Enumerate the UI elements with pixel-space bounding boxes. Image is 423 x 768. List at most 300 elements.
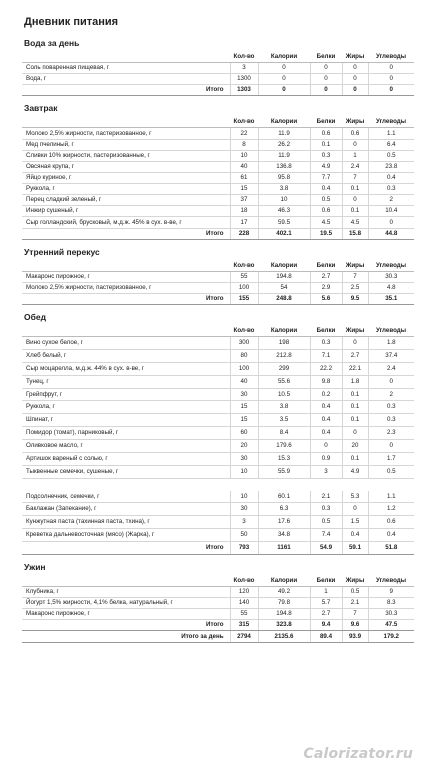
food-name: Руккола, г [22, 184, 230, 195]
food-name: Мед пчелиный, г [22, 139, 230, 150]
table-row [22, 161, 414, 172]
value-cell: 136.8 [258, 161, 310, 172]
value-cell: 4.9 [310, 161, 342, 172]
total-value: 0 [258, 85, 310, 96]
value-cell: 0.5 [310, 516, 342, 529]
total-value: 9.5 [342, 293, 368, 304]
value-cell: 37 [230, 195, 258, 206]
total-value: 9.6 [342, 620, 368, 631]
value-cell: 7.1 [310, 349, 342, 362]
total-value: 59.1 [342, 542, 368, 555]
value-cell: 0 [342, 63, 368, 74]
value-cell: 0.3 [368, 401, 414, 414]
value-cell: 30 [230, 503, 258, 516]
table-row [22, 195, 414, 206]
food-name: Артишок вареный с солью, г [22, 452, 230, 465]
value-cell: 194.8 [258, 271, 310, 282]
value-cell: 0 [258, 63, 310, 74]
value-cell: 0.4 [368, 529, 414, 542]
table-row [22, 586, 414, 597]
table-header-row [22, 51, 414, 63]
food-name: Клубника, г [22, 586, 230, 597]
value-cell: 1.5 [342, 516, 368, 529]
table-row [22, 440, 414, 453]
value-cell: 0 [342, 195, 368, 206]
table-row [22, 282, 414, 293]
value-cell: 4.8 [368, 282, 414, 293]
value-cell: 10.5 [258, 388, 310, 401]
total-value: 228 [230, 228, 258, 239]
value-cell: 0.4 [368, 172, 414, 183]
value-cell: 30.3 [368, 609, 414, 620]
value-cell: 2.1 [342, 598, 368, 609]
total-value: 19.5 [310, 228, 342, 239]
value-cell: 0.5 [310, 195, 342, 206]
total-value: 89.4 [310, 631, 342, 642]
value-cell: 299 [258, 362, 310, 375]
value-cell: 140 [230, 598, 258, 609]
total-row [22, 620, 414, 631]
total-value: 47.5 [368, 620, 414, 631]
value-cell: 15 [230, 401, 258, 414]
value-cell: 1 [310, 586, 342, 597]
value-cell: 0.6 [368, 516, 414, 529]
value-cell: 0.5 [368, 150, 414, 161]
table-row [22, 388, 414, 401]
food-name: Баклажан (Запекание), г [22, 503, 230, 516]
table-row [22, 128, 414, 139]
value-cell: 49.2 [258, 586, 310, 597]
total-label: Итого [22, 542, 230, 555]
value-cell: 10 [230, 465, 258, 478]
value-cell: 9 [368, 586, 414, 597]
column-header: Калории [258, 325, 310, 337]
value-cell: 15 [230, 184, 258, 195]
header-cell [22, 325, 230, 337]
value-cell: 1.1 [368, 491, 414, 503]
total-value: 44.8 [368, 228, 414, 239]
table-row [22, 150, 414, 161]
value-cell: 212.8 [258, 349, 310, 362]
value-cell: 0.1 [342, 414, 368, 427]
value-cell: 20 [342, 440, 368, 453]
table-row [22, 609, 414, 620]
value-cell: 0 [310, 74, 342, 85]
value-cell: 3 [310, 465, 342, 478]
watermark-logo: Calorizator.ru [303, 746, 413, 762]
table-row [22, 401, 414, 414]
food-name: Креветка дальневосточная (мясо) (Жарка), г [22, 529, 230, 542]
total-value: 35.1 [368, 293, 414, 304]
food-name: Сыр голландский, брусковый, м.д.ж. 45% в сух. в-ве, г [22, 217, 230, 228]
table-row [22, 74, 414, 85]
table-row [22, 271, 414, 282]
total-value: 51.8 [368, 542, 414, 555]
total-value: 793 [230, 542, 258, 555]
value-cell: 80 [230, 349, 258, 362]
nutrition-table [22, 325, 414, 555]
value-cell: 9.8 [310, 375, 342, 388]
value-cell: 0.6 [342, 128, 368, 139]
column-header: Белки [310, 51, 342, 63]
total-label: Итого [22, 293, 230, 304]
total-value: 402.1 [258, 228, 310, 239]
header-cell [22, 260, 230, 272]
column-header: Кол-во [230, 116, 258, 128]
table-row [22, 206, 414, 217]
food-name: Подсолнечник, семечки, г [22, 491, 230, 503]
value-cell: 22.1 [342, 362, 368, 375]
value-cell: 1.2 [368, 503, 414, 516]
food-name: Макаронс пирожное, г [22, 609, 230, 620]
value-cell: 3 [230, 516, 258, 529]
total-value: 323.8 [258, 620, 310, 631]
value-cell: 15.3 [258, 452, 310, 465]
table-row [22, 63, 414, 74]
value-cell: 22 [230, 128, 258, 139]
value-cell: 0.5 [368, 465, 414, 478]
value-cell: 5.3 [342, 491, 368, 503]
section-lunch [22, 312, 406, 555]
food-name: Молоко 2,5% жирности, пастеризованное, г [22, 128, 230, 139]
value-cell: 10 [230, 491, 258, 503]
value-cell: 26.2 [258, 139, 310, 150]
value-cell: 40 [230, 375, 258, 388]
table-header-row [22, 116, 414, 128]
section-water [22, 38, 406, 96]
value-cell: 3.8 [258, 401, 310, 414]
value-cell: 17 [230, 217, 258, 228]
table-row [22, 452, 414, 465]
total-value: 248.8 [258, 293, 310, 304]
value-cell: 4.9 [342, 465, 368, 478]
value-cell: 1 [342, 150, 368, 161]
value-cell: 40 [230, 161, 258, 172]
table-row [22, 139, 414, 150]
section-snack [22, 246, 406, 305]
table-row [22, 375, 414, 388]
table-row [22, 465, 414, 478]
total-value: 15.8 [342, 228, 368, 239]
value-cell: 0 [368, 63, 414, 74]
value-cell: 2.7 [342, 349, 368, 362]
table-header-row [22, 575, 414, 587]
value-cell: 7 [342, 271, 368, 282]
table-row [22, 529, 414, 542]
value-cell: 8.4 [258, 427, 310, 440]
table-row [22, 598, 414, 609]
section-dinner [22, 561, 406, 643]
value-cell: 0 [342, 427, 368, 440]
total-value: 315 [230, 620, 258, 631]
value-cell: 198 [258, 337, 310, 350]
value-cell: 0 [310, 440, 342, 453]
value-cell: 10 [258, 195, 310, 206]
column-header: Калории [258, 260, 310, 272]
table-row [22, 217, 414, 228]
value-cell: 2.5 [342, 282, 368, 293]
value-cell: 0.2 [310, 388, 342, 401]
food-name: Кунжутная паста (тахинная паста, тхина), г [22, 516, 230, 529]
value-cell: 30.3 [368, 271, 414, 282]
column-header: Калории [258, 575, 310, 587]
value-cell: 5.7 [310, 598, 342, 609]
section-title: Ужин [24, 561, 46, 572]
table-row [22, 427, 414, 440]
value-cell: 194.8 [258, 609, 310, 620]
value-cell: 30 [230, 388, 258, 401]
value-cell: 1.8 [368, 337, 414, 350]
total-row [22, 293, 414, 304]
value-cell: 3 [230, 63, 258, 74]
total-value: 93.9 [342, 631, 368, 642]
value-cell: 0.1 [342, 388, 368, 401]
column-header: Углеводы [368, 51, 414, 63]
value-cell: 46.3 [258, 206, 310, 217]
value-cell: 0.4 [310, 427, 342, 440]
nutrition-table [22, 116, 414, 239]
table-row [22, 172, 414, 183]
header-cell [22, 116, 230, 128]
value-cell: 22.2 [310, 362, 342, 375]
value-cell: 61 [230, 172, 258, 183]
value-cell: 11.9 [258, 128, 310, 139]
value-cell: 0 [342, 74, 368, 85]
total-value: 54.9 [310, 542, 342, 555]
total-row [22, 631, 414, 642]
column-header: Углеводы [368, 575, 414, 587]
value-cell: 11.9 [258, 150, 310, 161]
table-row [22, 349, 414, 362]
value-cell: 55 [230, 609, 258, 620]
table-row [22, 516, 414, 529]
value-cell: 10.4 [368, 206, 414, 217]
value-cell: 2 [368, 388, 414, 401]
total-value: 9.4 [310, 620, 342, 631]
value-cell: 0 [342, 139, 368, 150]
section-title: Вода за день [24, 38, 80, 48]
value-cell: 2.4 [368, 362, 414, 375]
value-cell: 0.9 [310, 452, 342, 465]
column-header: Углеводы [368, 116, 414, 128]
table-header-row [22, 260, 414, 272]
table-row [22, 184, 414, 195]
header-cell [22, 51, 230, 63]
value-cell: 100 [230, 362, 258, 375]
nutrition-table [22, 51, 414, 96]
value-cell: 2.3 [368, 427, 414, 440]
table-row [22, 491, 414, 503]
value-cell: 55 [230, 271, 258, 282]
value-cell: 300 [230, 337, 258, 350]
total-label: Итого [22, 620, 230, 631]
column-header: Кол-во [230, 260, 258, 272]
nutrition-table [22, 575, 414, 643]
total-label: Итого за день [22, 631, 230, 642]
food-name: Сыр моцарелла, м.д.ж. 44% в сух. в-ве, г [22, 362, 230, 375]
value-cell: 1300 [230, 74, 258, 85]
page-title: Дневник питания [24, 16, 119, 28]
value-cell: 2.4 [342, 161, 368, 172]
total-value: 1161 [258, 542, 310, 555]
food-name: Тунец, г [22, 375, 230, 388]
food-name: Йогурт 1,5% жирности, 4,1% белка, натуральный, г [22, 598, 230, 609]
value-cell: 0.1 [342, 184, 368, 195]
value-cell: 1.1 [368, 128, 414, 139]
food-name: Шпинат, г [22, 414, 230, 427]
value-cell: 0.1 [342, 401, 368, 414]
value-cell: 0 [368, 375, 414, 388]
value-cell: 179.6 [258, 440, 310, 453]
value-cell: 1.7 [368, 452, 414, 465]
value-cell: 0 [368, 440, 414, 453]
total-value: 5.6 [310, 293, 342, 304]
column-header: Жиры [342, 325, 368, 337]
total-value: 0 [342, 85, 368, 96]
value-cell: 37.4 [368, 349, 414, 362]
value-cell: 15 [230, 414, 258, 427]
value-cell: 18 [230, 206, 258, 217]
value-cell: 6.3 [258, 503, 310, 516]
table-row [22, 414, 414, 427]
value-cell: 2.9 [310, 282, 342, 293]
food-name: Оливковое масло, г [22, 440, 230, 453]
value-cell: 0.6 [310, 128, 342, 139]
value-cell: 0 [310, 63, 342, 74]
value-cell: 0.3 [310, 150, 342, 161]
food-name: Перец сладкий зеленый, г [22, 195, 230, 206]
table-header-row [22, 325, 414, 337]
column-header: Кол-во [230, 325, 258, 337]
value-cell: 0.3 [368, 414, 414, 427]
value-cell: 0.5 [342, 586, 368, 597]
column-header: Жиры [342, 51, 368, 63]
value-cell: 8 [230, 139, 258, 150]
food-name: Вода, г [22, 74, 230, 85]
total-value: 2794 [230, 631, 258, 642]
food-name: Яйцо куриное, г [22, 172, 230, 183]
nutrition-table [22, 260, 414, 305]
value-cell: 120 [230, 586, 258, 597]
value-cell: 2 [368, 195, 414, 206]
total-value: 155 [230, 293, 258, 304]
value-cell: 0 [342, 337, 368, 350]
value-cell: 23.8 [368, 161, 414, 172]
column-header: Калории [258, 51, 310, 63]
value-cell: 2.7 [310, 609, 342, 620]
value-cell: 50 [230, 529, 258, 542]
column-header: Жиры [342, 116, 368, 128]
value-cell: 59.5 [258, 217, 310, 228]
value-cell: 0.1 [342, 452, 368, 465]
value-cell: 3.5 [258, 414, 310, 427]
column-header: Белки [310, 325, 342, 337]
value-cell: 7.7 [310, 172, 342, 183]
total-value: 179.2 [368, 631, 414, 642]
section-title: Завтрак [24, 103, 58, 114]
row-spacer [22, 478, 414, 490]
column-header: Белки [310, 575, 342, 587]
value-cell: 0.1 [342, 206, 368, 217]
column-header: Кол-во [230, 51, 258, 63]
value-cell: 100 [230, 282, 258, 293]
diary-page [22, 10, 406, 650]
value-cell: 4.5 [342, 217, 368, 228]
column-header: Белки [310, 116, 342, 128]
value-cell: 8.3 [368, 598, 414, 609]
total-row [22, 542, 414, 555]
value-cell: 55.9 [258, 465, 310, 478]
total-label: Итого [22, 85, 230, 96]
value-cell: 0 [342, 503, 368, 516]
food-name: Хлеб белый, г [22, 349, 230, 362]
header-cell [22, 575, 230, 587]
total-value: 2135.6 [258, 631, 310, 642]
value-cell: 20 [230, 440, 258, 453]
value-cell: 7 [342, 609, 368, 620]
total-row [22, 85, 414, 96]
total-label: Итого [22, 228, 230, 239]
value-cell: 34.8 [258, 529, 310, 542]
value-cell: 0.4 [342, 529, 368, 542]
value-cell: 0 [368, 217, 414, 228]
value-cell: 4.5 [310, 217, 342, 228]
section-title: Утренний перекус [24, 246, 100, 257]
column-header: Белки [310, 260, 342, 272]
food-name: Овсяная крупа, г [22, 161, 230, 172]
food-name: Помидор (томат), парниковый, г [22, 427, 230, 440]
value-cell: 10 [230, 150, 258, 161]
value-cell: 3.8 [258, 184, 310, 195]
column-header: Углеводы [368, 260, 414, 272]
food-name: Молоко 2,5% жирности, пастеризованное, г [22, 282, 230, 293]
value-cell: 0.3 [368, 184, 414, 195]
value-cell: 0.4 [310, 414, 342, 427]
value-cell: 6.4 [368, 139, 414, 150]
value-cell: 2.1 [310, 491, 342, 503]
total-value: 0 [310, 85, 342, 96]
food-name: Тыквенные семечки, сушеные, г [22, 465, 230, 478]
value-cell: 0.3 [310, 503, 342, 516]
food-name: Соль поваренная пищевая, г [22, 63, 230, 74]
column-header: Кол-во [230, 575, 258, 587]
column-header: Жиры [342, 260, 368, 272]
food-name: Инжир сушеный, г [22, 206, 230, 217]
total-value: 0 [368, 85, 414, 96]
value-cell: 7 [342, 172, 368, 183]
value-cell: 54 [258, 282, 310, 293]
total-row [22, 228, 414, 239]
value-cell: 0.4 [310, 184, 342, 195]
value-cell: 0.3 [310, 337, 342, 350]
value-cell: 7.4 [310, 529, 342, 542]
section-breakfast [22, 103, 406, 239]
value-cell: 17.6 [258, 516, 310, 529]
value-cell: 0.1 [310, 139, 342, 150]
value-cell: 60 [230, 427, 258, 440]
food-name: Макаронс пирожное, г [22, 271, 230, 282]
table-row [22, 337, 414, 350]
value-cell: 0 [258, 74, 310, 85]
total-value: 1303 [230, 85, 258, 96]
value-cell: 2.7 [310, 271, 342, 282]
value-cell: 30 [230, 452, 258, 465]
value-cell: 60.1 [258, 491, 310, 503]
column-header: Жиры [342, 575, 368, 587]
column-header: Углеводы [368, 325, 414, 337]
food-name: Руккола, г [22, 401, 230, 414]
value-cell: 0.6 [310, 206, 342, 217]
